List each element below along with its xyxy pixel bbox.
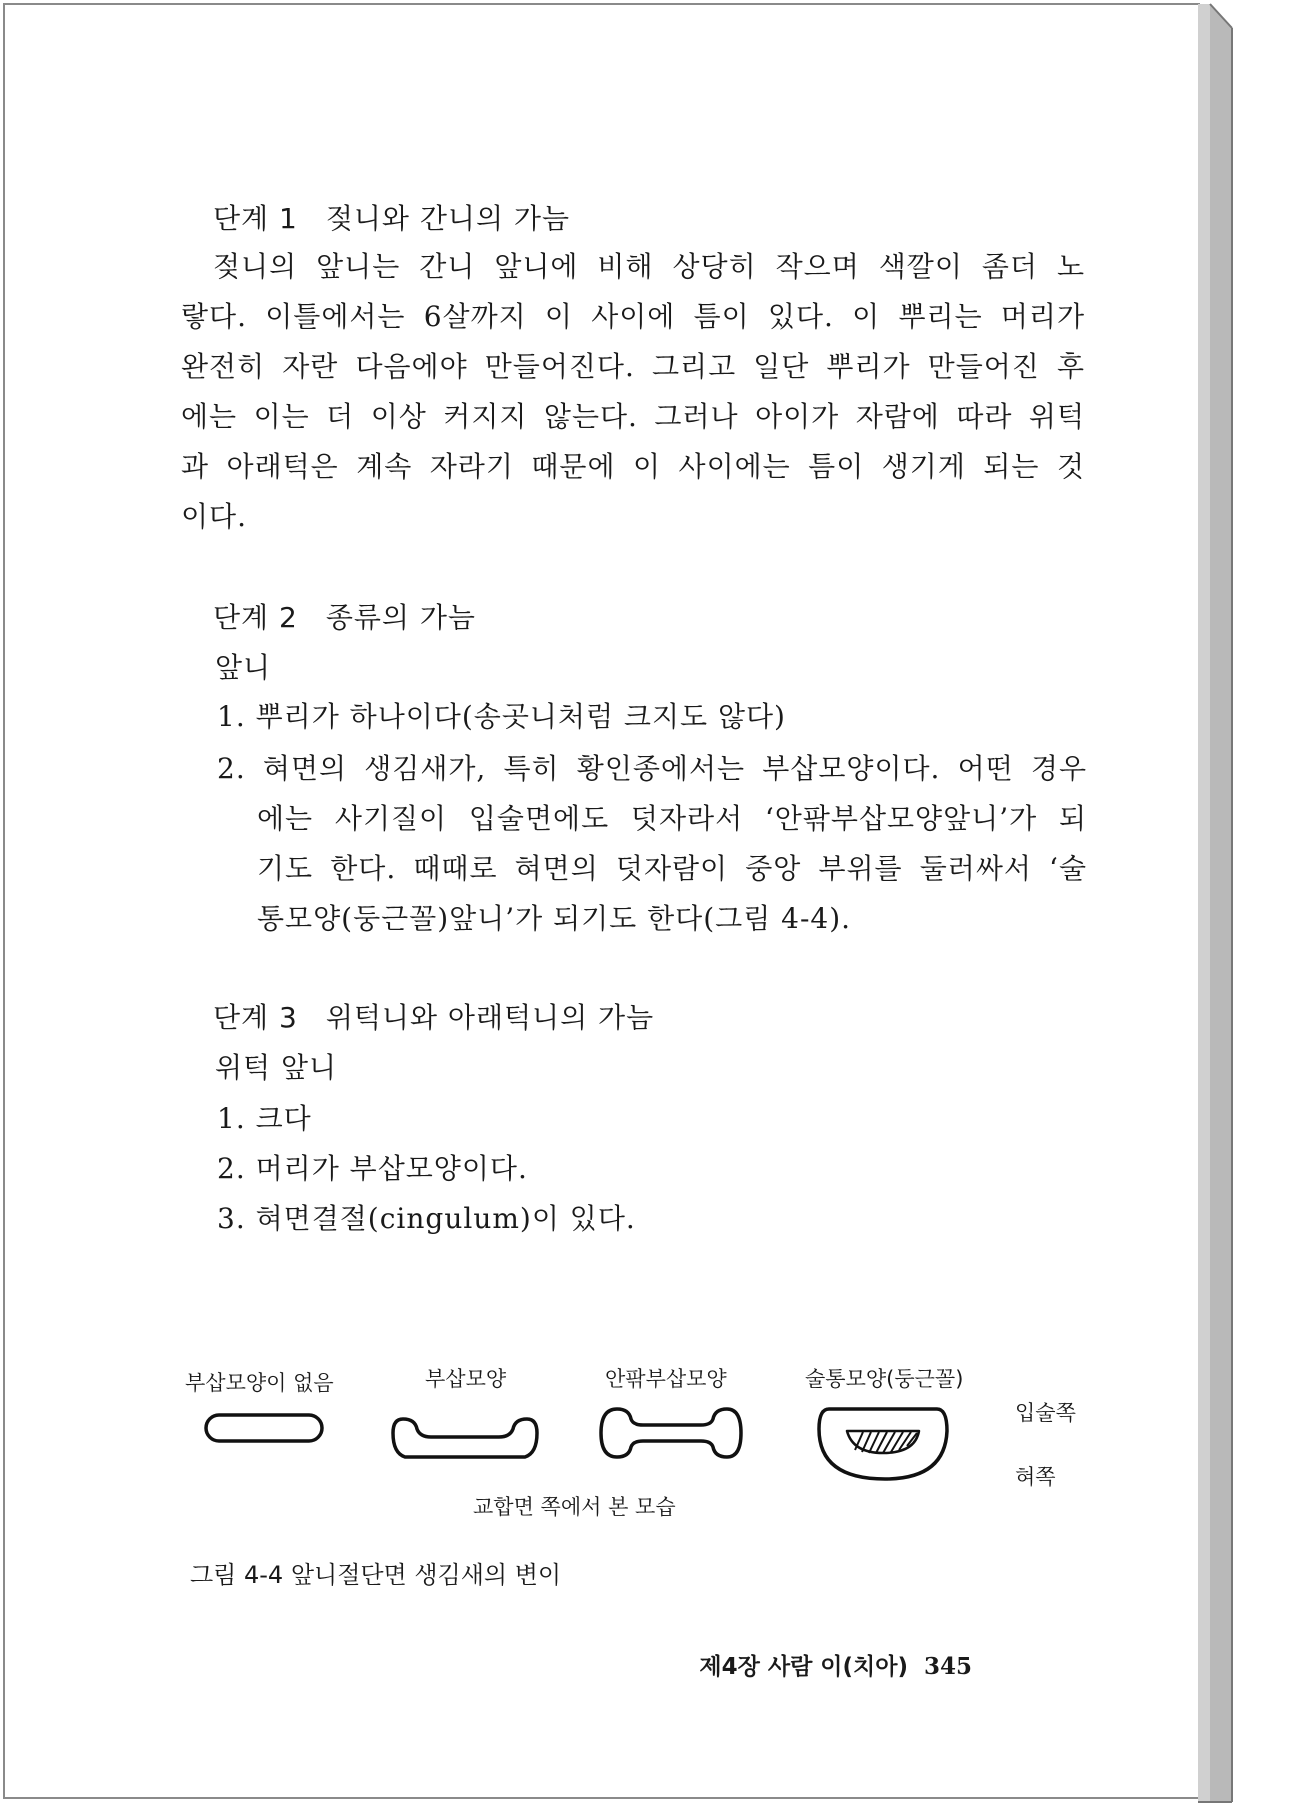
step3-number: 단계 3: [213, 1001, 298, 1034]
step2-item-cont: 에는 사기질이 입술면에도 덧자라서 ‘안팎부삽모양앞니’가 되: [257, 802, 1087, 835]
step3-item: 1. 크다: [217, 1102, 312, 1135]
shovel-shape: [393, 1419, 537, 1457]
page-stack-edge: [1198, 0, 1234, 1806]
figure-label-lingual: 혀쪽: [1015, 1465, 1056, 1489]
step1-line: 이다.: [181, 500, 247, 533]
no-shovel-shape: [206, 1415, 322, 1441]
step1-title: 젖니와 간니의 가늠: [325, 202, 570, 235]
book-page: [3, 3, 1200, 1799]
step3-item: 2. 머리가 부삽모양이다.: [217, 1152, 528, 1185]
figure-view-note: 교합면 쪽에서 본 모습: [473, 1495, 676, 1519]
step1-line: 에는 이는 더 이상 커지지 않는다. 그러나 아이가 자람에 따라 위턱: [181, 400, 1085, 433]
step1-line: 랗다. 이틀에서는 6살까지 이 사이에 틈이 있다. 이 뿌리는 머리가: [181, 300, 1085, 333]
figure-label-double-shovel: 안팎부삽모양: [605, 1367, 727, 1391]
figure-label-no-shovel: 부삽모양이 없음: [185, 1371, 334, 1395]
double-shovel-shape: [601, 1409, 741, 1457]
step2-item-cont: 통모양(둥근꼴)앞니’가 되기도 한다(그림 4-4).: [257, 902, 852, 935]
chapter-title: 제4장 사람 이(치아): [699, 1654, 908, 1680]
step3-subtitle: 위턱 앞니: [215, 1051, 338, 1084]
figure-label-labial: 입술쪽: [1015, 1401, 1076, 1425]
step3-title: 위턱니와 아래턱니의 가늠: [325, 1001, 655, 1034]
step2-item-cont: 기도 한다. 때때로 혀면의 덧자람이 중앙 부위를 둘러싸서 ‘술: [257, 852, 1087, 885]
step2-subtitle: 앞니: [215, 651, 272, 684]
figure-label-barrel: 술통모양(둥근꼴): [805, 1367, 964, 1391]
page-footer: [699, 1648, 972, 1681]
figure-caption: 그림 4-4 앞니절단면 생김새의 변이: [190, 1561, 562, 1589]
step2-item: 2. 혀면의 생김새가, 특히 황인종에서는 부삽모양이다. 어떤 경우: [217, 752, 1087, 785]
step3-item: 3. 혀면결절(cingulum)이 있다.: [217, 1202, 636, 1235]
step1-line: 완전히 자란 다음에야 만들어진다. 그리고 일단 뿌리가 만들어진 후: [181, 350, 1085, 383]
step2-title: 종류의 가늠: [325, 601, 476, 634]
barrel-outer-shape: [819, 1409, 947, 1479]
incisor-cross-section-figure: [5, 5, 1200, 1799]
figure-label-shovel: 부삽모양: [425, 1367, 507, 1391]
step2-item: 1. 뿌리가 하나이다(송곳니처럼 크지도 않다): [217, 700, 786, 733]
step2-number: 단계 2: [213, 601, 298, 634]
step1-number: 단계 1: [213, 202, 298, 235]
step1-line: 젖니의 앞니는 간니 앞니에 비해 상당히 작으며 색깔이 좀더 노: [213, 250, 1085, 283]
step1-line: 과 아래턱은 계속 자라기 때문에 이 사이에는 틈이 생기게 되는 것: [181, 450, 1085, 483]
page-number: 345: [923, 1653, 972, 1680]
